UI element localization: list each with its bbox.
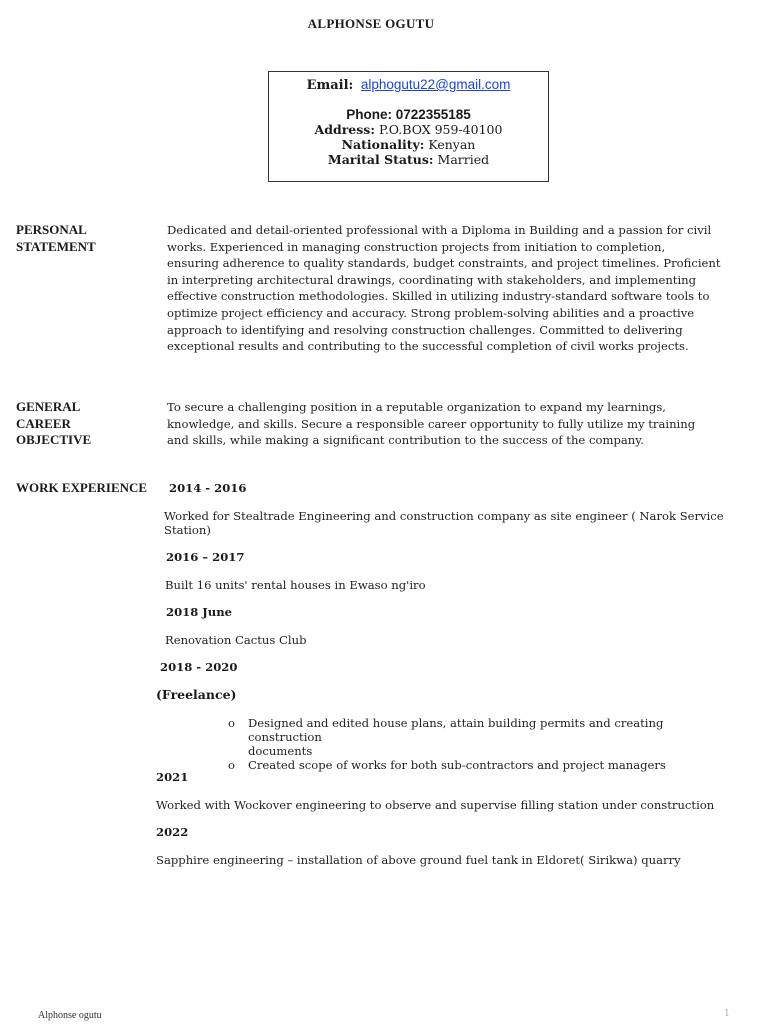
address-row: [269, 122, 548, 137]
bullet-line: Designed and edited house plans, attain building permits and creating construction: [248, 716, 664, 744]
paragraph-line: optimize project efficiency and accuracy. Strong problem-solving abilities and a proactive: [167, 305, 695, 320]
nationality-value: Kenyan: [428, 137, 476, 152]
phone-number: Phone: 0722355185: [346, 107, 471, 122]
bullet-line: Created scope of works for both sub-contractors and project managers: [248, 758, 666, 772]
paragraph-line: knowledge, and skills. Secure a responsible career opportunity to fully utilize my training: [167, 416, 696, 431]
paragraph-line: ensuring adherence to quality standards, budget constraints, and project timelines. Proficient: [167, 256, 721, 271]
paragraph-line: approach to identifying and resolving construction challenges. Committed to delivering: [167, 322, 683, 337]
description-line: Station): [164, 523, 211, 537]
paragraph-line: To secure a challenging position in a reputable organization to expand my learnings,: [167, 400, 666, 414]
experience-description: Sapphire engineering – installation of above ground fuel tank in Eldoret( Sirikwa) quarry: [156, 853, 681, 867]
email-row: [269, 77, 548, 93]
paragraph-line: effective construction methodologies. Skilled in utilizing industry-standard software tools to: [167, 289, 710, 304]
marital-row: [269, 152, 548, 167]
paragraph-line: and skills, while making a significant contribution to the success of the company.: [167, 433, 644, 448]
paragraph-line: in interpreting architectural drawings, coordinating with stakeholders, and implementing: [167, 272, 697, 287]
experience-year: 2018 - 2020: [160, 660, 238, 674]
bullet-item: [228, 758, 738, 772]
nationality-label: Nationality:: [341, 137, 425, 152]
page-footer: Alphonse ogutu: [38, 1010, 102, 1021]
personal-statement-heading: [16, 222, 166, 255]
marital-value: Married: [437, 152, 490, 167]
experience-year: 2014 - 2016: [169, 481, 247, 495]
experience-subtitle: (Freelance): [156, 687, 237, 702]
experience-bullets: [228, 716, 738, 772]
heading-line: STATEMENT: [16, 238, 96, 254]
email-label: Email:: [306, 78, 354, 93]
career-objective-text: [167, 399, 727, 449]
paragraph-line: Dedicated and detail-oriented professional with a Diploma in Building and a passion for civil: [167, 223, 712, 237]
paragraph-line: exceptional results and contributing to the successful completion of civil works projects.: [167, 339, 689, 354]
personal-statement-text: [167, 222, 727, 355]
experience-year: 2022: [156, 825, 189, 839]
page-number: 1: [724, 1009, 730, 1019]
candidate-name: ALPHONSE OGUTU: [307, 16, 435, 31]
heading-line: GENERAL: [16, 399, 81, 414]
career-objective-heading: [16, 399, 166, 449]
experience-year: 2016 – 2017: [166, 550, 245, 564]
marital-label: Marital Status:: [327, 152, 434, 167]
experience-description: [164, 509, 739, 537]
address-value: P.O.BOX 959-40100: [378, 122, 503, 137]
nationality-row: [269, 137, 548, 152]
experience-description: Worked with Wockover engineering to observe and supervise filling station under construction: [156, 798, 715, 812]
bullet-item: [228, 716, 738, 758]
address-label: Address:: [314, 122, 375, 137]
heading-line: PERSONAL: [16, 222, 87, 237]
work-experience-heading: WORK EXPERIENCE: [16, 480, 148, 495]
bullet-icon: o: [228, 716, 235, 730]
email-link[interactable]: alphogutu22@gmail.com: [360, 77, 511, 92]
experience-year: 2021: [156, 770, 189, 784]
heading-line: CAREER: [16, 415, 71, 431]
description-line: Worked for Stealtrade Engineering and construction company as site engineer ( Narok Service: [164, 509, 724, 523]
experience-description: Renovation Cactus Club: [165, 633, 307, 647]
heading-line: OBJECTIVE: [16, 432, 92, 447]
contact-box: [268, 71, 549, 182]
bullet-icon: o: [228, 758, 235, 772]
bullet-line: documents: [248, 744, 313, 758]
experience-description: Built 16 units' rental houses in Ewaso ng'iro: [165, 578, 426, 592]
paragraph-line: works. Experienced in managing construction projects from initiation to completion,: [167, 239, 666, 254]
experience-year: 2018 June: [166, 605, 233, 619]
